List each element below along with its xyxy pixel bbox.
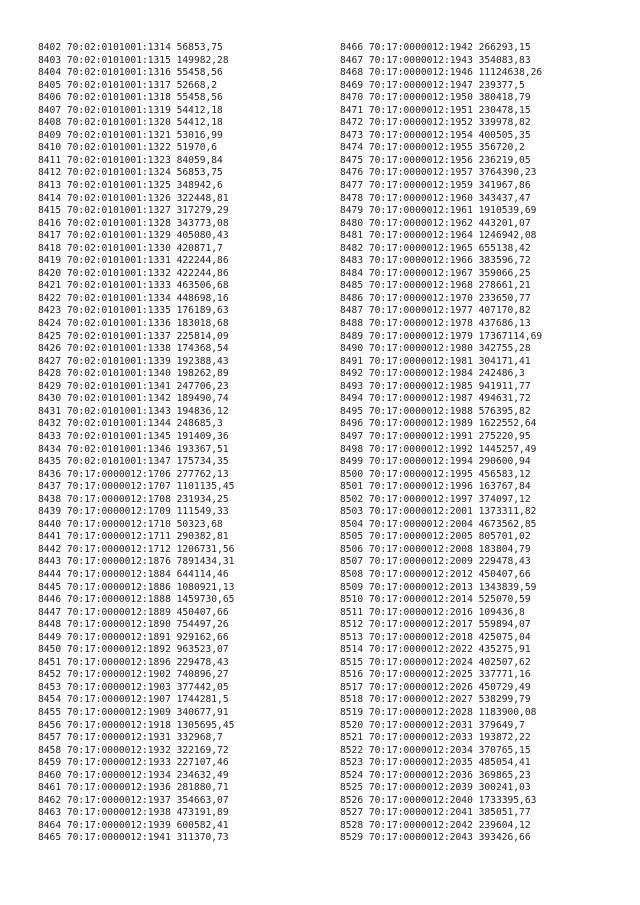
table-row: 8429 70:02:0101001:1341 247706,23 <box>38 380 229 392</box>
table-row: 8402 70:02:0101001:1314 56853,75 <box>38 42 223 53</box>
table-row: 8486 70:17:0000012:1970 233650,77 <box>340 292 531 304</box>
table-row: 8451 70:17:0000012:1896 229478,43 <box>38 656 229 668</box>
table-row: 8468 70:17:0000012:1946 11124638,26 <box>340 67 543 79</box>
table-row: 8420 70:02:0101001:1332 422244,86 <box>38 267 229 279</box>
table-row: 8494 70:17:0000012:1987 494631,72 <box>340 393 531 405</box>
table-row: 8434 70:02:0101001:1346 193367,51 <box>38 443 229 455</box>
table-row: 8440 70:17:0000012:1710 50323,68 <box>38 518 223 530</box>
table-row: 8414 70:02:0101001:1326 322448,81 <box>38 192 229 204</box>
table-row: 8459 70:17:0000012:1933 227107,46 <box>38 757 229 769</box>
table-row: 8525 70:17:0000012:2039 300241,03 <box>340 782 531 794</box>
table-row: 8410 70:02:0101001:1322 51970,6 <box>38 142 218 154</box>
table-row: 8432 70:02:0101001:1344 248685,3 <box>38 418 223 430</box>
table-row: 8439 70:17:0000012:1709 111549,33 <box>38 506 229 518</box>
table-row: 8484 70:17:0000012:1967 359066,25 <box>340 267 531 279</box>
table-row: 8476 70:17:0000012:1957 3764390,23 <box>340 167 537 179</box>
table-row: 8417 70:02:0101001:1329 405080,43 <box>38 230 229 242</box>
table-row: 8441 70:17:0000012:1711 290382,81 <box>38 531 229 543</box>
table-row: 8415 70:02:0101001:1327 317279,29 <box>38 205 229 217</box>
table-row: 8515 70:17:0000012:2024 402507,62 <box>340 656 531 668</box>
table-row: 8422 70:02:0101001:1334 448698,16 <box>38 292 229 304</box>
table-row: 8482 70:17:0000012:1965 655138,42 <box>340 242 531 254</box>
table-row: 8427 70:02:0101001:1339 192388,43 <box>38 355 229 367</box>
table-row: 8418 70:02:0101001:1330 420871,7 <box>38 242 223 254</box>
table-row: 8500 70:17:0000012:1995 456583,12 <box>340 468 531 480</box>
table-row: 8517 70:17:0000012:2026 450729,49 <box>340 681 531 693</box>
table-row: 8499 70:17:0000012:1994 290600,94 <box>340 456 531 468</box>
table-row: 8416 70:02:0101001:1328 343773,08 <box>38 217 229 229</box>
table-row: 8506 70:17:0000012:2008 183804,79 <box>340 543 531 555</box>
table-row: 8508 70:17:0000012:2012 450407,66 <box>340 568 531 580</box>
table-row: 8504 70:17:0000012:2004 4673562,85 <box>340 518 537 530</box>
table-row: 8458 70:17:0000012:1932 322169,72 <box>38 744 229 756</box>
table-row: 8450 70:17:0000012:1892 963523,07 <box>38 644 229 656</box>
table-row: 8514 70:17:0000012:2022 435275,91 <box>340 644 531 656</box>
table-row: 8513 70:17:0000012:2018 425075,04 <box>340 631 531 643</box>
table-row: 8502 70:17:0000012:1997 374097,12 <box>340 493 531 505</box>
table-row: 8462 70:17:0000012:1937 354663,07 <box>38 794 229 806</box>
table-row: 8479 70:17:0000012:1961 1910539,69 <box>340 205 537 217</box>
table-row: 8411 70:02:0101001:1323 84059,84 <box>38 154 223 166</box>
table-row: 8493 70:17:0000012:1985 941911,77 <box>340 380 531 392</box>
table-row: 8496 70:17:0000012:1989 1622552,64 <box>340 418 537 430</box>
table-row: 8448 70:17:0000012:1890 754497,26 <box>38 619 229 631</box>
table-row: 8430 70:02:0101001:1342 189490,74 <box>38 393 229 405</box>
table-row: 8425 70:02:0101001:1337 225814,09 <box>38 330 229 342</box>
table-row: 8490 70:17:0000012:1980 342755,28 <box>340 343 531 355</box>
table-row: 8527 70:17:0000012:2041 385051,77 <box>340 807 531 819</box>
table-row: 8523 70:17:0000012:2035 485054,41 <box>340 757 531 769</box>
table-row: 8457 70:17:0000012:1931 332968,7 <box>38 732 223 744</box>
table-row: 8512 70:17:0000012:2017 559894,07 <box>340 619 531 631</box>
table-row: 8428 70:02:0101001:1340 198262,89 <box>38 368 229 380</box>
table-row: 8503 70:17:0000012:2001 1373311,82 <box>340 506 537 518</box>
left-column <box>38 42 234 845</box>
table-row: 8469 70:17:0000012:1947 239377,5 <box>340 79 525 91</box>
table-row: 8445 70:17:0000012:1886 1080921,13 <box>38 581 235 593</box>
table-row: 8443 70:17:0000012:1876 7891434,31 <box>38 556 235 568</box>
table-row: 8413 70:02:0101001:1325 348942,6 <box>38 180 223 192</box>
table-row: 8492 70:17:0000012:1984 242486,3 <box>340 368 525 380</box>
table-row: 8449 70:17:0000012:1891 929162,66 <box>38 631 229 643</box>
table-row: 8470 70:17:0000012:1950 380418,79 <box>340 92 531 104</box>
table-row: 8478 70:17:0000012:1960 343437,47 <box>340 192 531 204</box>
table-row: 8435 70:02:0101001:1347 175734,35 <box>38 456 229 468</box>
table-row: 8407 70:02:0101001:1319 54412,18 <box>38 104 223 116</box>
table-row: 8421 70:02:0101001:1333 463506,68 <box>38 280 229 292</box>
table-row: 8474 70:17:0000012:1955 356720,2 <box>340 142 525 154</box>
table-row: 8452 70:17:0000012:1902 740896,27 <box>38 669 229 681</box>
table-row: 8447 70:17:0000012:1889 450407,66 <box>38 606 229 618</box>
table-row: 8519 70:17:0000012:2028 1183900,08 <box>340 706 537 718</box>
table-row: 8405 70:02:0101001:1317 52668,2 <box>38 79 218 91</box>
table-row: 8409 70:02:0101001:1321 53016,99 <box>38 129 223 141</box>
table-row: 8471 70:17:0000012:1951 230478,15 <box>340 104 531 116</box>
table-row: 8431 70:02:0101001:1343 194836,12 <box>38 405 229 417</box>
table-row: 8424 70:02:0101001:1336 183018,68 <box>38 318 229 330</box>
table-row: 8473 70:17:0000012:1954 400505,35 <box>340 129 531 141</box>
table-row: 8406 70:02:0101001:1318 55458,56 <box>38 92 223 104</box>
table-row: 8488 70:17:0000012:1978 437686,13 <box>340 318 531 330</box>
table-row: 8475 70:17:0000012:1956 236219,05 <box>340 154 531 166</box>
table-row: 8511 70:17:0000012:2016 109436,8 <box>340 606 525 618</box>
table-row: 8465 70:17:0000012:1941 311370,73 <box>38 832 229 844</box>
table-row: 8528 70:17:0000012:2042 239604,12 <box>340 819 531 831</box>
table-row: 8522 70:17:0000012:2034 370765,15 <box>340 744 531 756</box>
table-row: 8497 70:17:0000012:1991 275220,95 <box>340 430 531 442</box>
table-row: 8507 70:17:0000012:2009 229478,43 <box>340 556 531 568</box>
table-row: 8442 70:17:0000012:1712 1206731,56 <box>38 543 235 555</box>
table-row: 8437 70:17:0000012:1707 1101135,45 <box>38 481 235 493</box>
table-row: 8472 70:17:0000012:1952 339978,82 <box>340 117 531 129</box>
table-row: 8524 70:17:0000012:2036 369865,23 <box>340 769 531 781</box>
table-row: 8516 70:17:0000012:2025 337771,16 <box>340 669 531 681</box>
table-row: 8480 70:17:0000012:1962 443201,07 <box>340 217 531 229</box>
table-row: 8481 70:17:0000012:1964 1246942,08 <box>340 230 537 242</box>
table-row: 8455 70:17:0000012:1909 340677,91 <box>38 706 229 718</box>
table-row: 8487 70:17:0000012:1977 407170,82 <box>340 305 531 317</box>
table-row: 8461 70:17:0000012:1936 281880,71 <box>38 782 229 794</box>
table-row: 8510 70:17:0000012:2014 525070,59 <box>340 594 531 606</box>
table-row: 8505 70:17:0000012:2005 805701,02 <box>340 531 531 543</box>
table-row: 8460 70:17:0000012:1934 234632,49 <box>38 769 229 781</box>
table-row: 8485 70:17:0000012:1968 278661,21 <box>340 280 531 292</box>
table-row: 8498 70:17:0000012:1992 1445257,49 <box>340 443 537 455</box>
table-row: 8483 70:17:0000012:1966 383596,72 <box>340 255 531 267</box>
table-row: 8438 70:17:0000012:1708 231934,25 <box>38 493 229 505</box>
table-row: 8463 70:17:0000012:1938 473191,89 <box>38 807 229 819</box>
table-row: 8489 70:17:0000012:1979 17367114,69 <box>340 330 543 342</box>
table-row: 8423 70:02:0101001:1335 176189,63 <box>38 305 229 317</box>
table-row: 8477 70:17:0000012:1959 341967,86 <box>340 180 531 192</box>
table-row: 8520 70:17:0000012:2031 379649,7 <box>340 719 525 731</box>
table-row: 8464 70:17:0000012:1939 600582,41 <box>38 819 229 831</box>
table-row: 8419 70:02:0101001:1331 422244,86 <box>38 255 229 267</box>
table-row: 8467 70:17:0000012:1943 354083,83 <box>340 54 531 66</box>
table-row: 8453 70:17:0000012:1903 377442,05 <box>38 681 229 693</box>
table-row: 8403 70:02:0101001:1315 149982,28 <box>38 54 229 66</box>
table-row: 8456 70:17:0000012:1918 1305695,45 <box>38 719 235 731</box>
table-row: 8518 70:17:0000012:2027 538299,79 <box>340 694 531 706</box>
table-row: 8526 70:17:0000012:2040 1733395,63 <box>340 794 537 806</box>
table-row: 8444 70:17:0000012:1884 644114,46 <box>38 568 229 580</box>
table-row: 8501 70:17:0000012:1996 163767,84 <box>340 481 531 493</box>
table-row: 8529 70:17:0000012:2043 393426,66 <box>340 832 531 844</box>
table-row: 8412 70:02:0101001:1324 56853,75 <box>38 167 223 179</box>
table-row: 8466 70:17:0000012:1942 266293,15 <box>340 42 531 53</box>
table-row: 8454 70:17:0000012:1907 1744281,5 <box>38 694 229 706</box>
table-row: 8509 70:17:0000012:2013 1343839,59 <box>340 581 537 593</box>
table-row: 8495 70:17:0000012:1988 576395,82 <box>340 405 531 417</box>
table-row: 8491 70:17:0000012:1981 304171,41 <box>340 355 531 367</box>
table-row: 8436 70:17:0000012:1706 277762,13 <box>38 468 229 480</box>
table-row: 8521 70:17:0000012:2033 193872,22 <box>340 732 531 744</box>
right-column <box>340 42 542 845</box>
table-row: 8408 70:02:0101001:1320 54412,18 <box>38 117 223 129</box>
table-row: 8433 70:02:0101001:1345 191409,36 <box>38 430 229 442</box>
table-row: 8426 70:02:0101001:1338 174368,54 <box>38 343 229 355</box>
table-row: 8446 70:17:0000012:1888 1459730,65 <box>38 594 235 606</box>
table-row: 8404 70:02:0101001:1316 55458,56 <box>38 67 223 79</box>
